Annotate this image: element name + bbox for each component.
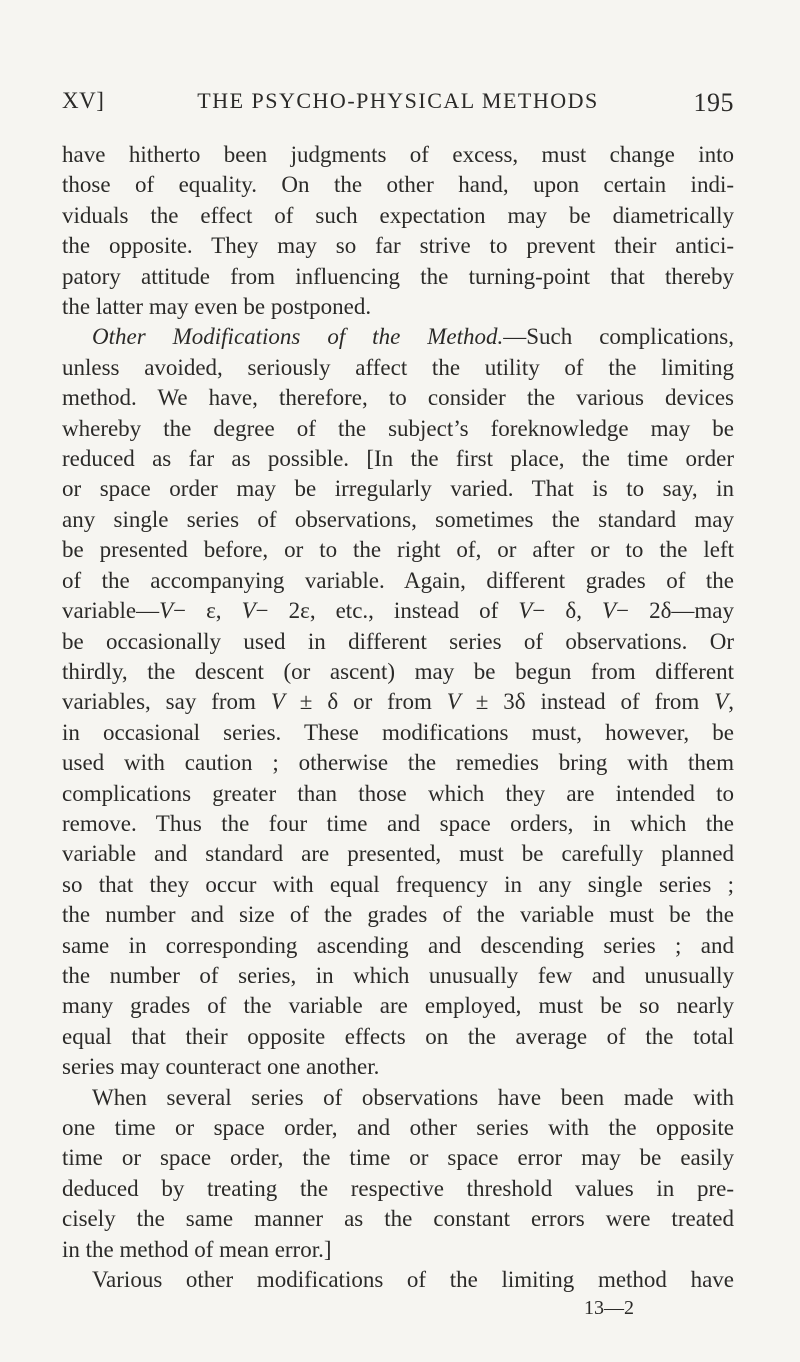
text-line: series may counteract one another.: [62, 1054, 380, 1080]
text-fragment: − 2ε, etc., instead of: [255, 598, 519, 624]
formula-line: [62, 596, 734, 626]
variable-symbol: V: [518, 598, 533, 624]
text-fragment: variables, say from: [62, 689, 271, 715]
text-fragment: —Such complications,: [503, 324, 734, 350]
variable-symbol: V: [714, 689, 729, 715]
text-line: be presented before, or to the right of, or after or to the left: [62, 537, 734, 563]
text-line: variable and standard are presented, must be carefully planned: [62, 841, 734, 867]
text-line: patory attitude from influencing the turning-point that thereby: [62, 263, 734, 289]
text-line: cisely the same manner as the constant errors were treated: [62, 1206, 734, 1232]
variable-symbol: V: [159, 598, 174, 624]
text-line: method. We have, therefore, to consider the various devices: [62, 385, 734, 411]
text-fragment: variable—: [62, 598, 160, 624]
text-line: many grades of the variable are employed, must be so nearly: [62, 993, 734, 1019]
text-line: one time or space order, and other series with the opposite: [62, 1115, 734, 1140]
text-line: equal that their opposite effects on the average of the total: [62, 1023, 734, 1049]
text-fragment: ± δ or from: [284, 689, 447, 715]
formula-line: [62, 687, 734, 717]
section-heading-line: [62, 322, 734, 352]
text-line: the latter may even be postponed.: [62, 294, 372, 320]
text-line: reduced as far as possible. [In the first place, the time order: [62, 446, 734, 472]
signature-mark: 13—2: [584, 1297, 634, 1320]
text-line: so that they occur with equal frequency in any single series ;: [62, 871, 734, 897]
text-line: or space order may be irregularly varied. That is to say, in: [62, 476, 734, 502]
text-line: thirdly, the descent (or ascent) may be begun from different: [62, 658, 734, 684]
text-fragment: − ε,: [173, 598, 242, 624]
text-line: the number and size of the grades of the variable must be the: [62, 902, 734, 928]
text-line: same in corresponding ascending and descending series ; and: [62, 932, 734, 958]
text-line: those of equality. On the other hand, upon certain indi-: [62, 172, 734, 198]
text-line: time or space order, the time or space error may be easily: [62, 1145, 734, 1171]
page-number: 195: [693, 88, 734, 117]
text-line: viduals the effect of such expectation may be diametrically: [62, 202, 734, 228]
text-line: deduced by treating the respective threshold values in pre-: [62, 1175, 734, 1201]
variable-symbol: V: [241, 598, 256, 624]
text-line: complications greater than those which they are intended to: [62, 780, 734, 806]
text-line: whereby the degree of the subject’s foreknowledge may be: [62, 415, 734, 441]
text-fragment: − δ,: [532, 598, 602, 624]
text-line: unless avoided, seriously affect the utility of the limiting: [62, 354, 734, 380]
variable-symbol: V: [446, 689, 461, 715]
section-heading: Other Modifications of the Method.: [92, 324, 504, 350]
body-text: [62, 140, 734, 1295]
variable-symbol: V: [602, 598, 617, 624]
running-title: THE PSYCHO-PHYSICAL METHODS: [197, 88, 599, 113]
text-line: remove. Thus the four time and space orders, in which the: [62, 810, 734, 836]
text-line: the opposite. They may so far strive to prevent their antici-: [62, 233, 734, 259]
text-line: in the method of mean error.]: [62, 1236, 332, 1262]
text-line: used with caution ; otherwise the remedies bring with them: [62, 750, 734, 776]
running-header: [62, 88, 734, 124]
variable-symbol: V: [270, 689, 285, 715]
text-line: of the accompanying variable. Again, different grades of the: [62, 567, 734, 593]
text-line: be occasionally used in different series of observations. Or: [62, 628, 734, 654]
book-page: [62, 88, 734, 1320]
text-line: When several series of observations have been made with: [92, 1084, 734, 1110]
text-fragment: ,: [728, 689, 735, 715]
text-line: have hitherto been judgments of excess, must change into: [62, 142, 734, 167]
text-line: any single series of observations, sometimes the standard may: [62, 506, 734, 532]
text-line: in occasional series. These modifications must, however, be: [62, 719, 734, 745]
chapter-number: XV]: [62, 88, 105, 113]
text-line: the number of series, in which unusually few and unusually: [62, 962, 734, 988]
text-fragment: − 2δ—may: [616, 598, 734, 624]
text-fragment: ± 3δ instead of from: [460, 689, 715, 715]
text-line: Various other modifications of the limiting method have: [92, 1267, 734, 1293]
